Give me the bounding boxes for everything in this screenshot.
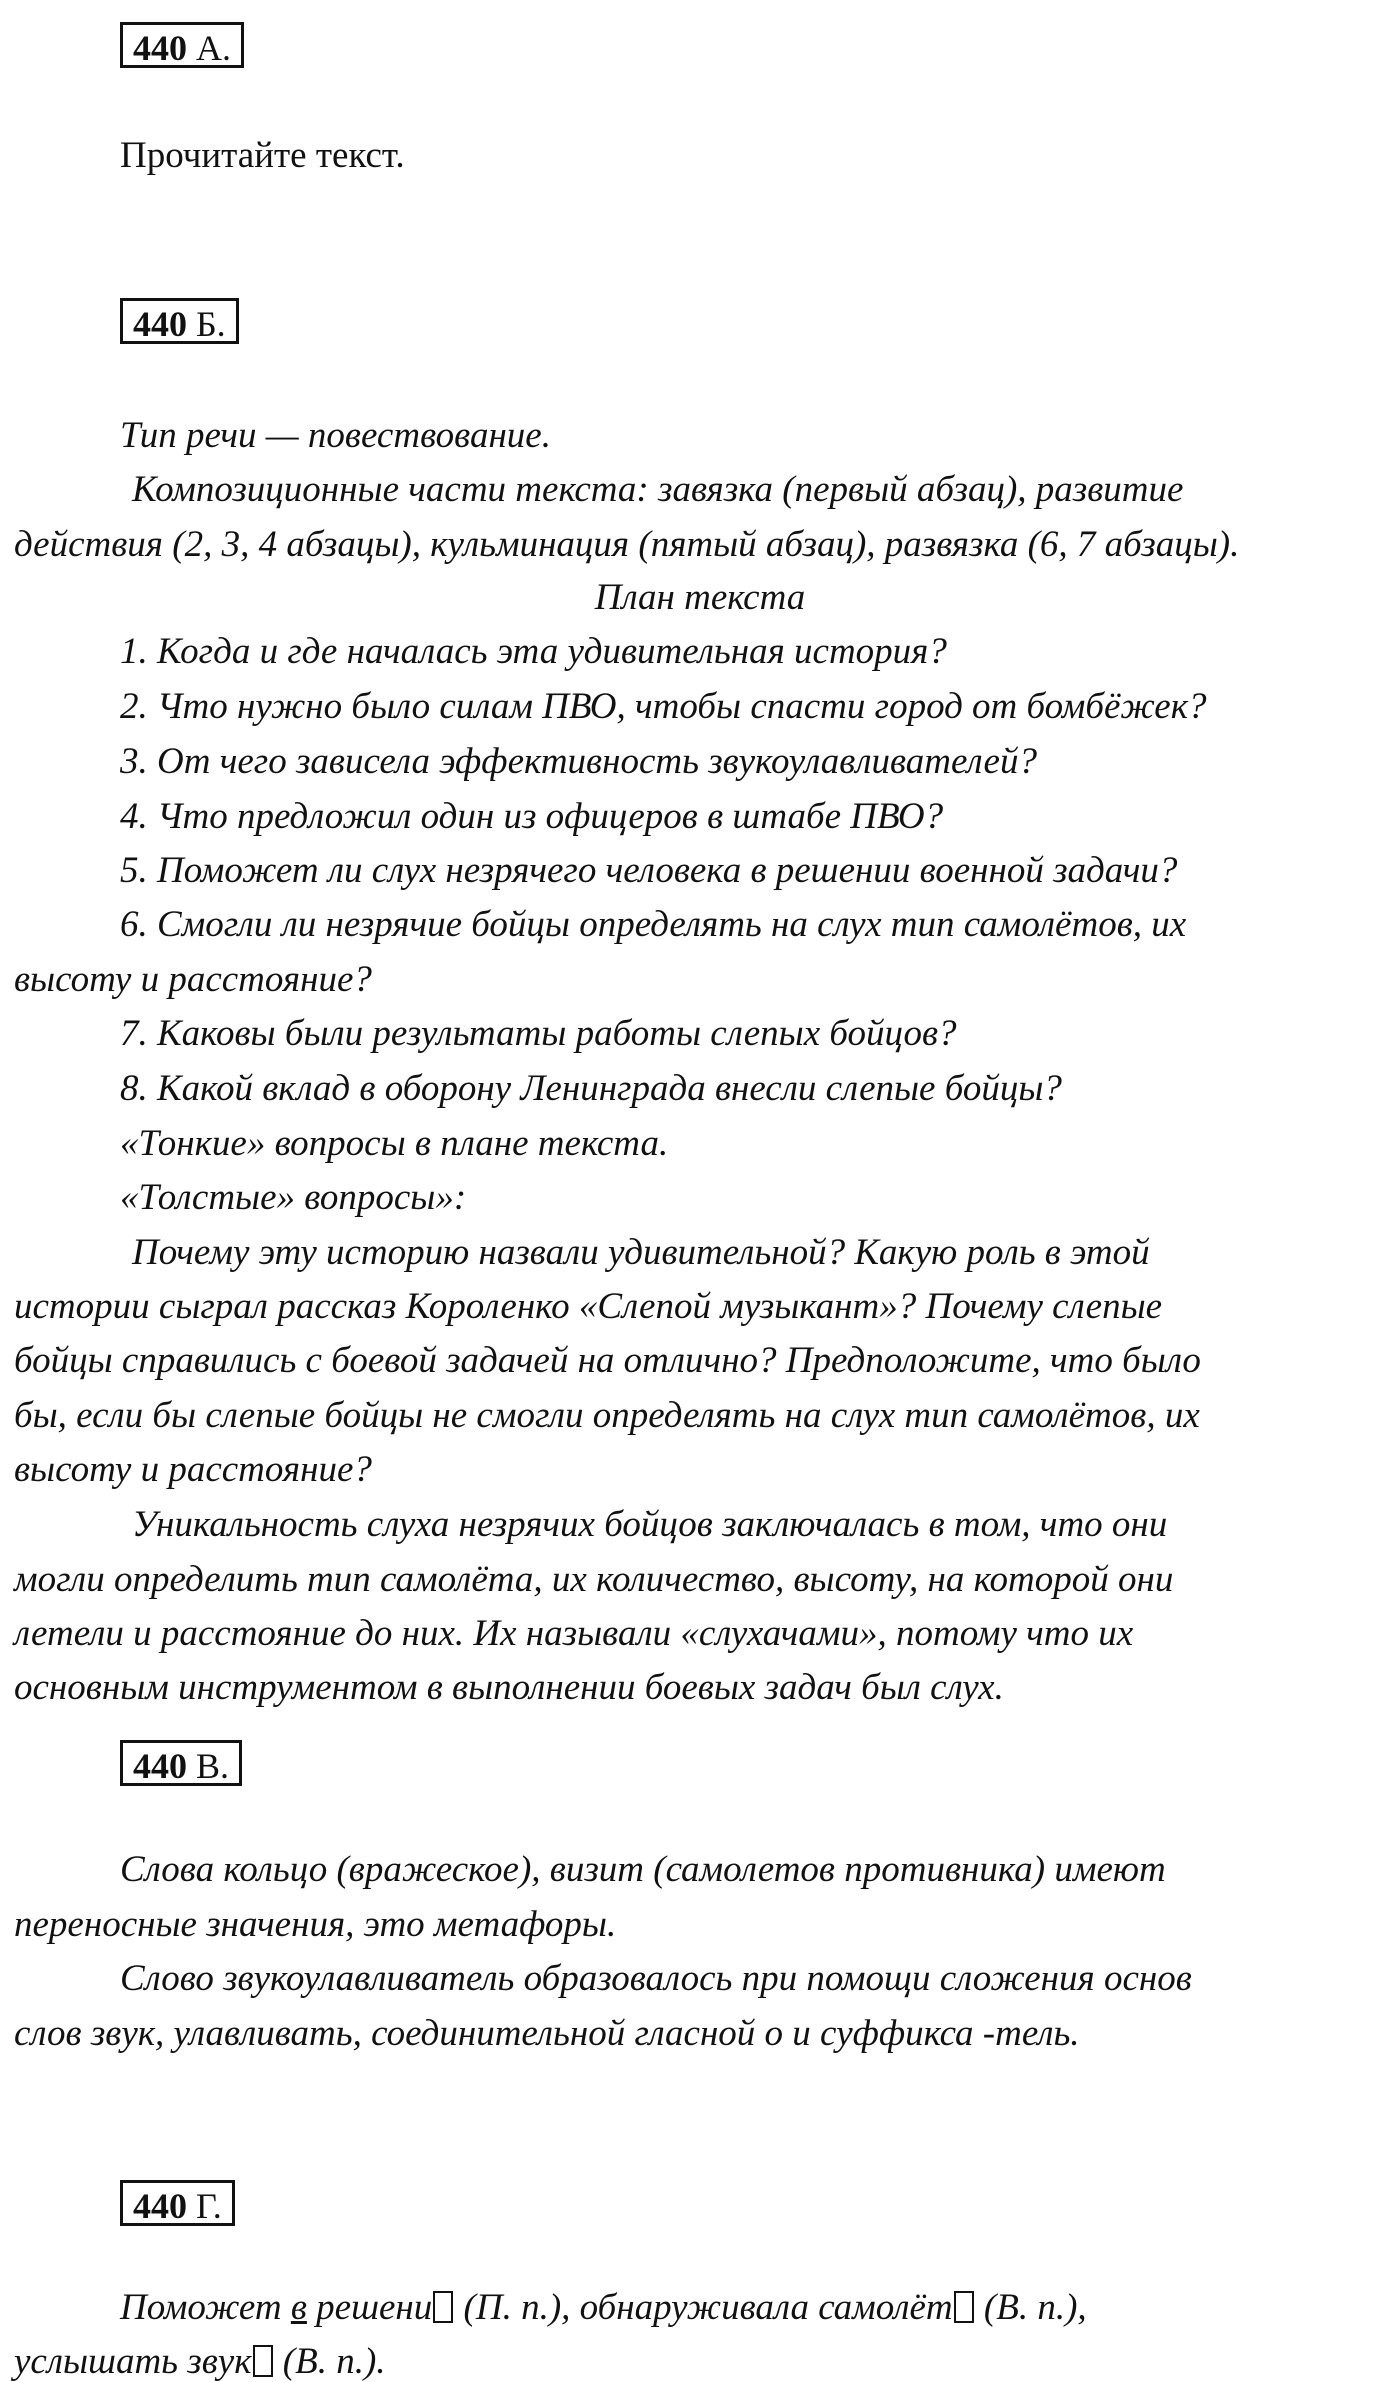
plan-item: 8. Какой вклад в оборону Ленинграда внесли слепые бойцы? [120, 1068, 1062, 1109]
text-line: основным инструментом в выполнении боевых задач был слух. [14, 1667, 1004, 1708]
exercise-number: 440 [133, 2186, 187, 2226]
text-line: Слова кольцо (вражеское), визит (самолетов противника) имеют [120, 1849, 1166, 1890]
text-fragment: решени [306, 2287, 433, 2328]
exercise-number: 440 [133, 1746, 187, 1786]
exercise-letter: А. [196, 28, 231, 68]
plan-item: 2. Что нужно было силам ПВО, чтобы спасти город от бомбёжек? [120, 686, 1207, 727]
text-line: Тип речи — повествование. [120, 415, 551, 456]
text-line: могли определить тип самолёта, их количество, высоту, на которой они [14, 1559, 1174, 1600]
text-line: бы, если бы слепые бойцы не смогли определять на слух тип самолётов, их [14, 1395, 1200, 1436]
text-fragment: услышать звук [14, 2341, 252, 2382]
text-line: Композиционные части текста: завязка (первый абзац), развитие [132, 469, 1184, 510]
exercise-tag-a [120, 22, 244, 68]
exercise-letter: В. [196, 1746, 230, 1786]
plan-item: 3. От чего зависела эффективность звукоулавливателей? [120, 741, 1037, 782]
instruction-text: Прочитайте текст. [120, 135, 405, 176]
plan-heading: План текста [594, 577, 806, 618]
plan-item: 4. Что предложил один из офицеров в штабе ПВО? [120, 796, 944, 837]
exercise-tag-b [120, 298, 239, 344]
text-line: «Тонкие» вопросы в плане текста. [120, 1123, 669, 1164]
answer-line [120, 2288, 1087, 2328]
plan-item: 5. Поможет ли слух незрячего человека в решении военной задачи? [120, 850, 1178, 891]
text-fragment: (В. п.). [273, 2341, 386, 2382]
ending-box-icon [253, 2345, 273, 2377]
exercise-tag-g [120, 2180, 235, 2226]
text-line: «Толстые» вопросы»: [120, 1177, 467, 1218]
text-line: Слово звукоулавливатель образовалось при помощи сложения основ [120, 1958, 1192, 1999]
text-line: высоту и расстояние? [14, 1449, 372, 1490]
exercise-letter: Г. [196, 2186, 222, 2226]
text-line: истории сыграл рассказ Короленко «Слепой музыкант»? Почему слепые [14, 1286, 1163, 1327]
text-line: Уникальность слуха незрячих бойцов заключалась в том, что они [132, 1504, 1168, 1545]
plan-item: 1. Когда и где началась эта удивительная история? [120, 631, 947, 672]
text-line: слов звук, улавливать, соединительной гласной о и суффикса -тель. [14, 2013, 1080, 2054]
exercise-tag-v [120, 1740, 242, 1786]
answer-line [14, 2342, 386, 2382]
text-line: бойцы справились с боевой задачей на отлично? Предположите, что было [14, 1340, 1201, 1381]
plan-item: 7. Каковы были результаты работы слепых бойцов? [120, 1013, 957, 1054]
text-fragment: (В. п.), [974, 2287, 1087, 2328]
ending-box-icon [954, 2291, 974, 2323]
exercise-letter: Б. [196, 304, 226, 344]
plan-item: 6. Смогли ли незрячие бойцы определять на слух тип самолётов, их [120, 904, 1187, 945]
text-line: переносные значения, это метафоры. [14, 1904, 617, 1945]
text-line: летели и расстояние до них. Их называли «слухачами», потому что их [14, 1613, 1134, 1654]
plan-item-continued: высоту и расстояние? [14, 959, 372, 1000]
text-fragment: Поможет [120, 2287, 291, 2328]
underlined-preposition: в [290, 2287, 307, 2328]
ending-box-icon [433, 2291, 453, 2323]
exercise-number: 440 [133, 28, 187, 68]
text-line: действия (2, 3, 4 абзацы), кульминация (пятый абзац), развязка (6, 7 абзацы). [14, 524, 1240, 565]
text-line: Почему эту историю назвали удивительной? Какую роль в этой [132, 1232, 1150, 1273]
exercise-number: 440 [133, 304, 187, 344]
text-fragment: (П. п.), обнаруживала самолёт [454, 2287, 953, 2328]
